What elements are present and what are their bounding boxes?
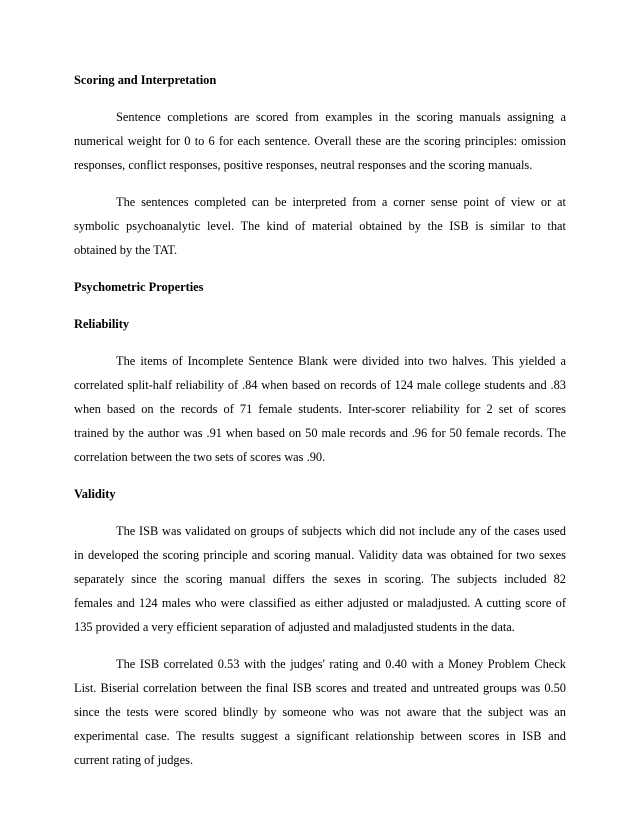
text-line: The ISB was validated on groups of subjects which did not include any of the cases used (116, 524, 566, 538)
text-line: The items of Incomplete Sentence Blank were divided into two halves. This yielded a (116, 354, 566, 368)
text-line: trained by the author was .91 when based on 50 male records and .96 for 50 female records. The (74, 426, 566, 440)
text-line: females and 124 males who were classified as either adjusted or maladjusted. A cutting score of (74, 596, 566, 610)
text-line: The sentences completed can be interpreted from a corner sense point of view or at (116, 195, 566, 209)
text-line: in developed the scoring principle and scoring manual. Validity data was obtained for two sexes (74, 548, 566, 562)
paragraph-scoring-2 (74, 190, 566, 262)
text-line: The ISB correlated 0.53 with the judges' rating and 0.40 with a Money Problem Check (116, 657, 566, 671)
paragraph-scoring-1 (74, 105, 566, 177)
text-line: experimental case. The results suggest a significant relationship between scores in ISB and (74, 729, 566, 743)
text-line: numerical weight for 0 to 6 for each sentence. Overall these are the scoring principles: omission (74, 134, 566, 148)
text-line: Sentence completions are scored from examples in the scoring manuals assigning a (116, 110, 566, 124)
text-line: current rating of judges. (74, 753, 194, 767)
text-line: since the tests were scored blindly by someone who was not aware that the subject was an (74, 705, 566, 719)
text-line: when based on the records of 71 female students. Inter-scorer reliability for 2 set of scores (74, 402, 566, 416)
paragraph-validity-1 (74, 519, 566, 639)
section-heading-scoring: Scoring and Interpretation (74, 73, 217, 87)
section-heading-psychometric: Psychometric Properties (74, 280, 204, 294)
text-line: 135 provided a very efficient separation of adjusted and maladjusted students in the data. (74, 620, 515, 634)
text-line: List. Biserial correlation between the final ISB scores and treated and untreated groups was 0.50 (74, 681, 566, 695)
text-line: correlation between the two sets of scores was .90. (74, 450, 326, 464)
text-line: correlated split-half reliability of .84 when based on records of 124 male college students and .83 (74, 378, 566, 392)
paragraph-validity-2 (74, 652, 566, 772)
text-line: symbolic psychoanalytic level. The kind of material obtained by the ISB is similar to that (74, 219, 566, 233)
section-heading-validity: Validity (74, 487, 116, 501)
paragraph-reliability-1 (74, 349, 566, 469)
text-line: obtained by the TAT. (74, 243, 178, 257)
text-line: responses, conflict responses, positive responses, neutral responses and the scoring manuals. (74, 158, 533, 172)
text-line: separately since the scoring manual differs the sexes in scoring. The subjects included 82 (74, 572, 566, 586)
document-page (74, 68, 566, 785)
section-heading-reliability: Reliability (74, 317, 130, 331)
